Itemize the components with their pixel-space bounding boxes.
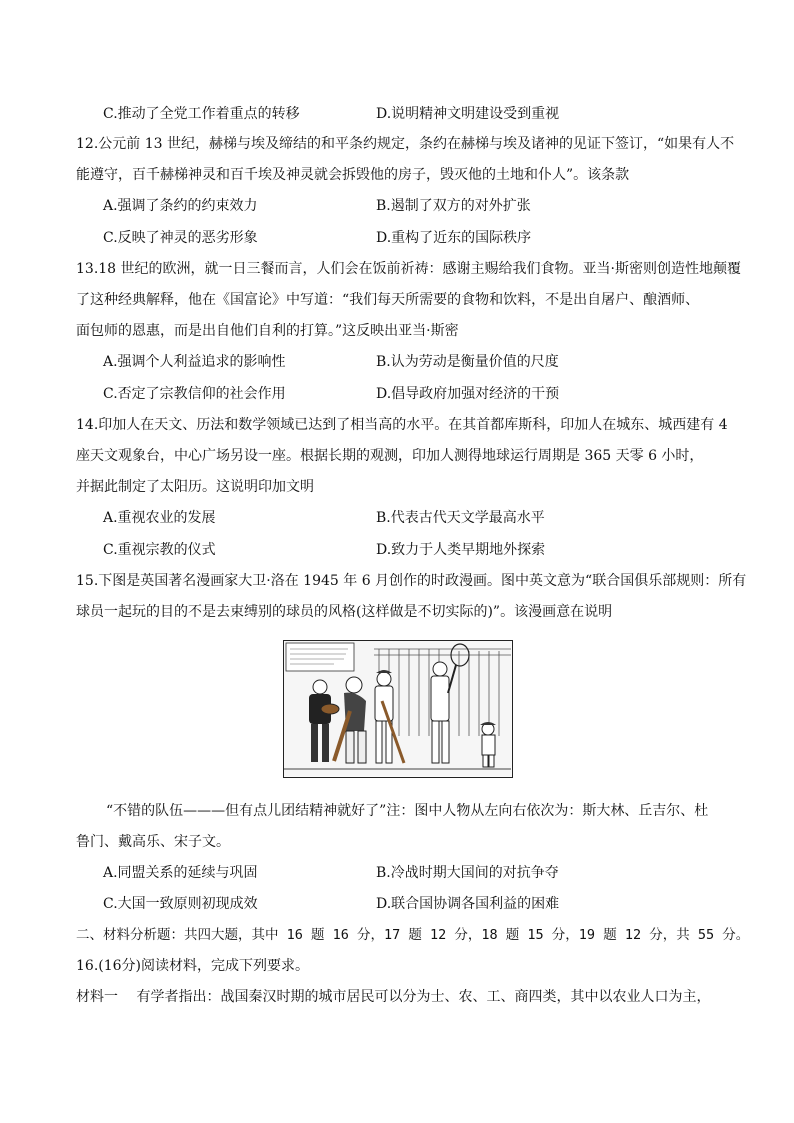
section-2-heading: 二、材料分析题：共四大题，其中 16 题 16 分，17 题 12 分，18 题 15 分，19 题 12 分，共 55 分。 xyxy=(76,927,750,943)
q12-option-c: C.反映了神灵的恶劣形象 xyxy=(103,230,258,246)
q13-option-d: D.倡导政府加强对经济的干预 xyxy=(376,386,560,402)
q15-option-d: D.联合国协调各国利益的困难 xyxy=(376,896,560,912)
q12-stem-line-1: 12.公元前 13 世纪，赫梯与埃及缔结的和平条约规定，条约在赫梯与埃及诸神的见证下签订，“如果有人不 xyxy=(76,136,735,152)
q14-stem-line-3: 并据此制定了太阳历。这说明印加文明 xyxy=(76,479,314,495)
q12-option-a: A.强调了条约的约束效力 xyxy=(103,198,258,214)
q16-material-1: 材料一 有学者指出：战国秦汉时期的城市居民可以分为士、农、工、商四类，其中以农业人口为主， xyxy=(76,989,711,1005)
q12-option-d: D.重构了近东的国际秩序 xyxy=(376,230,532,246)
q14-stem-line-1: 14.印加人在天文、历法和数学领域已达到了相当高的水平。在其首都库斯科，印加人在城东、城西建有 4 xyxy=(76,417,728,433)
q13-option-a: A.强调个人利益追求的影响性 xyxy=(103,354,286,370)
q14-option-c: C.重视宗教的仪式 xyxy=(103,542,216,558)
q14-option-b: B.代表古代天文学最高水平 xyxy=(376,510,545,526)
q13-stem-line-2: 了这种经典解释，他在《国富论》中写道：“我们每天所需要的食物和饮料，不是出自屠户、酿酒师、 xyxy=(76,292,700,308)
q15-caption-line-2: 鲁门、戴高乐、宋子文。 xyxy=(76,834,230,850)
q16-title: 16.(16分)阅读材料，完成下列要求。 xyxy=(76,958,310,974)
q14-option-d: D.致力于人类早期地外探索 xyxy=(376,542,546,558)
q15-caption-line-1: “不错的队伍———但有点儿团结精神就好了”注：图中人物从左向右依次为：斯大林、丘吉尔、杜 xyxy=(106,803,709,819)
q15-stem-line-2: 球员一起玩的目的不是去束缚别的球员的风格(这样做是不切实际的)”。该漫画意在说明 xyxy=(76,604,613,620)
q15-option-c: C.大国一致原则初现成效 xyxy=(103,896,258,912)
q13-stem-line-3: 面包师的恩惠，而是出自他们自利的打算。”这反映出亚当·斯密 xyxy=(76,323,459,339)
q14-stem-line-2: 座天文观象台，中心广场另设一座。根据长期的观测，印加人测得地球运行周期是 365 天零 6 小时， xyxy=(76,448,704,464)
q15-option-b: B.冷战时期大国间的对抗争夺 xyxy=(376,865,559,881)
q14-option-a: A.重视农业的发展 xyxy=(103,510,216,526)
q12-stem-line-2: 能遵守，百千赫梯神灵和百千埃及神灵就会拆毁他的房子，毁灭他的土地和仆人”。该条款 xyxy=(76,167,630,183)
q12-option-b: B.遏制了双方的对外扩张 xyxy=(376,198,531,214)
q13-option-b: B.认为劳动是衡量价值的尺度 xyxy=(376,354,559,370)
q15-option-a: A.同盟关系的延续与巩固 xyxy=(103,865,258,881)
q13-stem-line-1: 13.18 世纪的欧洲，就一日三餐而言，人们会在饭前祈祷：感谢主赐给我们食物。亚当·斯密则创造性地颠覆 xyxy=(76,261,741,277)
q15-stem-line-1: 15.下图是英国著名漫画家大卫·洛在 1945 年 6 月创作的时政漫画。图中英文意为“联合国俱乐部规则：所有 xyxy=(76,573,747,589)
q11-option-c: C.推动了全党工作着重点的转移 xyxy=(103,106,300,122)
q11-option-d: D.说明精神文明建设受到重视 xyxy=(376,106,560,122)
political-cartoon-image xyxy=(283,640,513,778)
q13-option-c: C.否定了宗教信仰的社会作用 xyxy=(103,386,286,402)
